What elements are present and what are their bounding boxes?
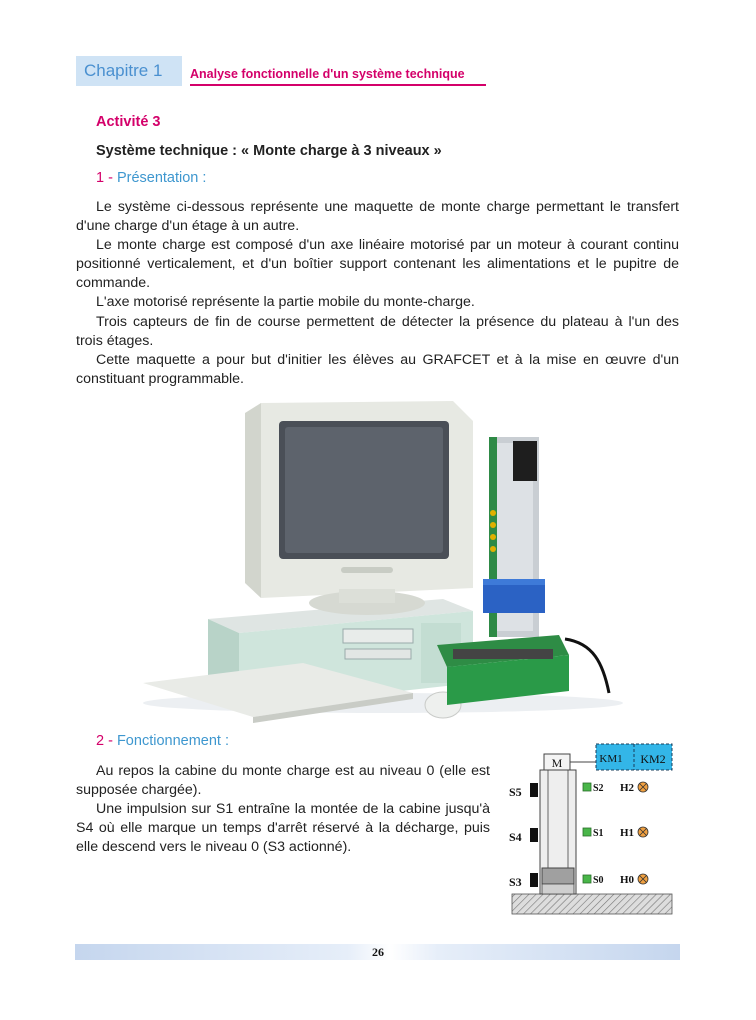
section-heading-presentation xyxy=(96,170,206,186)
system-photo xyxy=(113,393,641,723)
paragraph: Le monte charge est composé d'un axe linéaire motorisé par un moteur à courant continu positionné verticalement, et d'un boîtier support contenant les alimentations et le pupitre de commande. xyxy=(76,237,679,291)
paragraph: Cette maquette a pour but d'initier les élèves au GRAFCET et à la mise en œuvre d'un constituant programmable. xyxy=(76,352,679,387)
button-s2-label: S2 xyxy=(593,783,604,794)
chapter-title-underline xyxy=(190,84,486,86)
lift-diagram xyxy=(506,740,676,920)
button-s2 xyxy=(583,783,591,791)
lamp-h2-label: H2 xyxy=(620,782,635,794)
page-number: 26 xyxy=(372,945,384,959)
lamp-h1-label: H1 xyxy=(620,827,635,839)
section-number: 1 - xyxy=(96,170,113,186)
contactor-km2: KM2 xyxy=(640,752,666,766)
sensor-s3-label: S3 xyxy=(509,875,522,889)
activity-title: Activité 3 xyxy=(96,114,161,130)
sensor-s4 xyxy=(530,828,538,842)
lamp-h0-icon xyxy=(638,874,648,884)
button-s0-label: S0 xyxy=(593,875,604,886)
contactor-km1: KM1 xyxy=(599,753,623,765)
paragraph: Au repos la cabine du monte charge est au niveau 0 (elle est supposée chargée). xyxy=(76,763,490,798)
chapter-title: Analyse fonctionnelle d'un système technique xyxy=(190,67,465,81)
motor-label: M xyxy=(551,756,563,770)
chapter-label: Chapitre 1 xyxy=(84,61,163,80)
sensor-s5-label: S5 xyxy=(509,785,522,799)
lamp-h0-label: H0 xyxy=(620,874,635,886)
system-title: Système technique : « Monte charge à 3 niveaux » xyxy=(96,143,442,159)
section-number: 2 - xyxy=(96,733,113,749)
ground xyxy=(512,894,672,914)
section-title: Fonctionnement : xyxy=(116,733,229,749)
lamp-h2-icon xyxy=(638,782,648,792)
button-s0 xyxy=(583,875,591,883)
sensor-s4-label: S4 xyxy=(509,830,522,844)
section-title: Présentation : xyxy=(116,170,207,186)
paragraph: Une impulsion sur S1 entraîne la montée de la cabine jusqu'à S4 où elle marque un temps d'arrêt réservé à la décharge, puis elle descend vers le niveau 0 (S3 actionné). xyxy=(76,801,490,855)
sensor-s3 xyxy=(530,873,538,887)
sensor-s5 xyxy=(530,783,538,797)
paragraph: Le système ci-dessous représente une maquette de monte charge permettant le transfert d'une charge d'un étage à un autre. xyxy=(76,199,679,234)
lamp-h1-icon xyxy=(638,827,648,837)
paragraph: L'axe motorisé représente la partie mobile du monte-charge. xyxy=(96,294,475,310)
cabin xyxy=(542,868,574,884)
button-s1-label: S1 xyxy=(593,828,604,839)
section-heading-fonctionnement xyxy=(96,733,229,749)
paragraph: Trois capteurs de fin de course permettent de détecter la présence du plateau à l'un des trois étages. xyxy=(76,314,679,349)
monitor xyxy=(245,401,473,615)
button-s1 xyxy=(583,828,591,836)
